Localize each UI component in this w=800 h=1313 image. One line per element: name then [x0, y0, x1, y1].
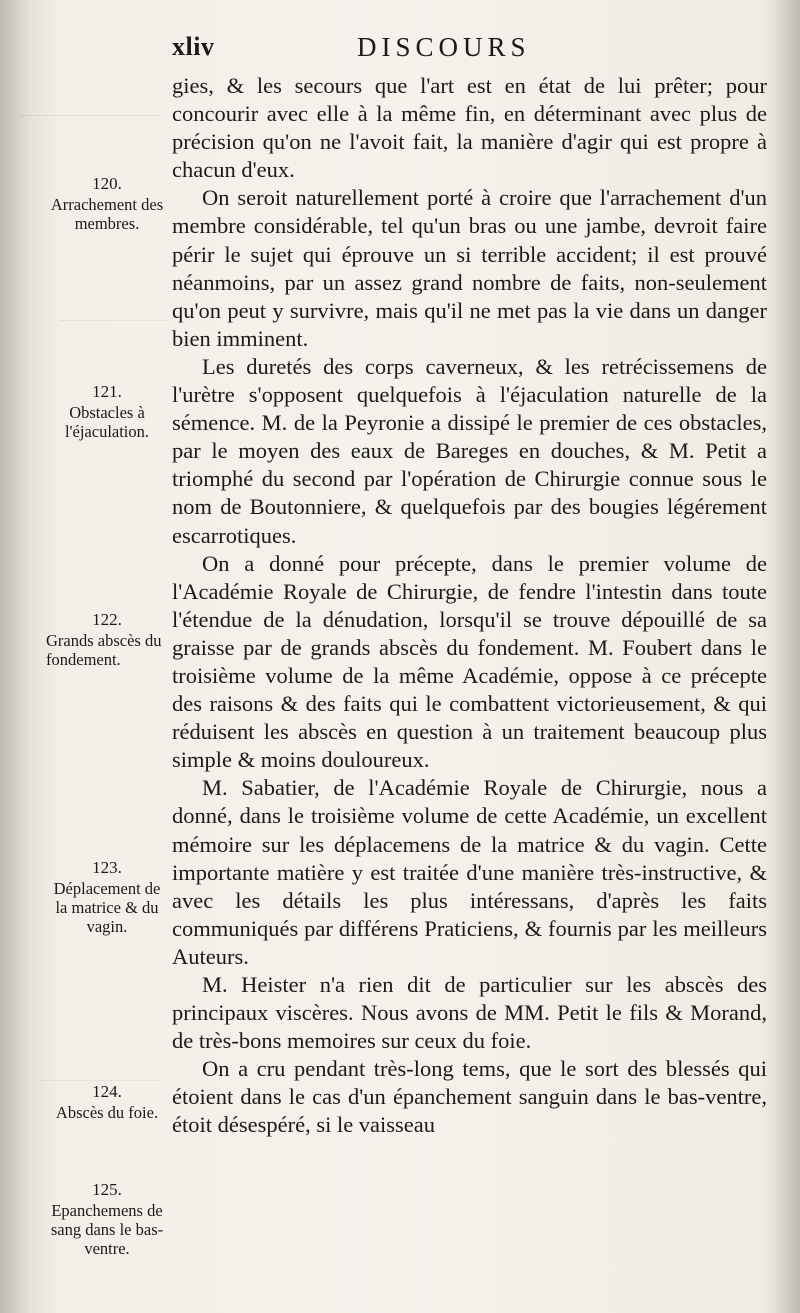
running-title: DISCOURS	[357, 32, 531, 62]
paragraph: On a donné pour précepte, dans le premier volume de l'Académie Royale de Chirurgie, de fendre l'intestin dans toute l'étendue de la dénudation, lorsqu'il se trouve dépouillé de sa graisse par de grands abscès du fondement. M. Foubert dans le troisième volume de la même Académie, oppose à ce précepte des raisons & des faits qui le combattent victorieusement, & qui réduisent les abscès en question à un traitement beaucoup plus simple & moins douloureux.	[172, 550, 767, 773]
page-number: xliv	[172, 32, 215, 61]
margin-note	[46, 610, 168, 669]
note-text: Déplacement de la matrice & du vagin.	[53, 879, 161, 936]
paragraph: M. Sabatier, de l'Académie Royale de Chirurgie, nous a donné, dans le troisième volume de cette Académie, un excellent mémoire sur les déplacemens de la matrice & du vagin. Cette importante matière y est traitée d'une manière très-instructive, & avec les détails les plus intéressans, d'après les faits communiqués par différens Praticiens, & fournis par les meilleurs Auteurs.	[172, 775, 767, 969]
page-edge-shadow	[772, 0, 800, 1313]
note-number: 125.	[92, 1180, 122, 1199]
note-number: 120.	[92, 174, 122, 193]
margin-note	[46, 174, 168, 233]
show-through-mark	[20, 95, 160, 116]
paragraph: M. Heister n'a rien dit de particulier sur les abscès des principaux viscères. Nous avons de MM. Petit le fils & Morand, de très-bons memoires sur ceux du foie.	[172, 972, 767, 1054]
margin-note	[46, 858, 168, 936]
paragraph: gies, & les secours que l'art est en état de lui prêter; pour concourir avec elle à la même fin, en déterminant avec plus de précision qu'on ne l'avoit fait, la manière d'agir qui est propre à chacun d'eux.	[172, 73, 767, 183]
note-number: 123.	[92, 858, 122, 877]
note-text: Abscès du foie.	[55, 1103, 159, 1122]
show-through-mark	[60, 280, 170, 321]
note-text: Grands abscès du fondement.	[46, 631, 162, 669]
note-text: Epanchemens de sang dans le bas-ventre.	[50, 1201, 164, 1258]
note-text: Arrachement des membres.	[50, 195, 164, 233]
note-number: 121.	[92, 382, 122, 401]
note-number: 122.	[92, 610, 122, 629]
margin-note	[46, 1180, 168, 1258]
main-text	[172, 72, 767, 1140]
paragraph: Les duretés des corps caverneux, & les retrécissemens de l'urètre s'opposent quelquefois à l'éjaculation naturelle de la sémence. M. de la Peyronie a dissipé le premier de ces obstacles, par le moyen des eaux de Bareges en douches, & M. Petit a triomphé du second par l'opération de Chirurgie connue sous le nom de Boutonniere, & quelquefois par des bougies légérement escarrotiques.	[172, 353, 767, 548]
margin-note	[46, 382, 168, 441]
page-header	[172, 32, 592, 72]
margin-note	[46, 1082, 168, 1122]
gutter-shadow	[0, 0, 30, 1313]
show-through-mark	[40, 1060, 160, 1081]
note-text: Obstacles à l'éjaculation.	[64, 403, 150, 441]
paragraph: On a cru pendant très-long tems, que le sort des blessés qui étoient dans le cas d'un épanchement sanguin dans le bas-ventre, étoit désespéré, si le vaisseau	[172, 1056, 767, 1138]
note-number: 124.	[92, 1082, 122, 1101]
paragraph: On seroit naturellement porté à croire que l'arrachement d'un membre considérable, tel qu'un bras ou une jambe, devroit faire périr le sujet qui éprouve un si terrible accident; il est prouvé néanmoins, par un assez grand nombre de faits, non-seulement qu'on peut y survivre, mais qu'il ne met pas la vie dans un danger bien imminent.	[172, 185, 767, 351]
